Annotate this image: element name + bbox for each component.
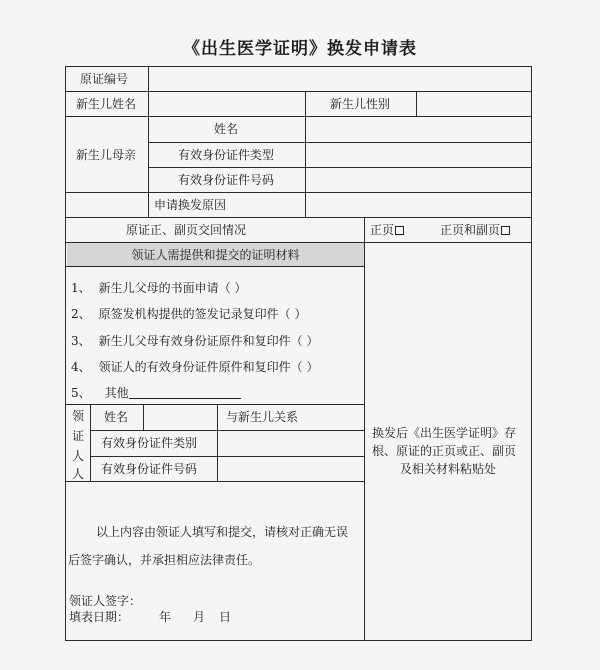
other-blank-field[interactable] [129, 386, 241, 399]
label-mother-id-type: 有效身份证件类型 [178, 148, 275, 162]
mother-id-type-field[interactable] [307, 144, 530, 166]
material-item-num: 5、 [71, 386, 91, 400]
label-reason: 申请换发原因 [154, 198, 227, 212]
checkbox-icon[interactable] [501, 226, 510, 235]
recipient-label-char: 证 [72, 429, 85, 443]
option-front-only[interactable] [370, 222, 404, 238]
baby-name-field[interactable] [150, 93, 304, 115]
material-item-num: 2、 [71, 307, 91, 321]
label-mother-id-no: 有效身份证件号码 [178, 173, 275, 187]
material-item-text: 其他 [104, 386, 129, 400]
label-return-status: 原证正、副页交回情况 [126, 223, 247, 237]
date-day-label: 日 [219, 610, 232, 624]
paste-note-line: 换发后《出生医学证明》存 [372, 426, 517, 440]
material-item-num: 3、 [71, 334, 91, 348]
original-no-field[interactable] [150, 68, 530, 90]
material-item-text: 新生儿父母的书面申请（ ） [98, 281, 247, 295]
label-mother-group: 新生儿母亲 [76, 148, 137, 162]
material-item-num: 1、 [71, 281, 91, 295]
form-line [65, 481, 364, 482]
label-baby-gender: 新生儿性别 [330, 97, 391, 111]
label-recipient-relation: 与新生儿关系 [226, 410, 299, 424]
paste-note-line: 根、原证的正页或正、副页 [372, 444, 517, 458]
form-line [531, 66, 532, 641]
label-signature: 领证人签字： [69, 594, 142, 608]
recipient-label-char: 人 [72, 467, 85, 481]
form-line [65, 217, 532, 218]
material-item [71, 333, 318, 349]
declaration-line: 以上内容由领证人填写和提交，请核对正确无误 [96, 525, 349, 539]
material-item [71, 359, 318, 375]
mother-name-field[interactable] [307, 118, 530, 141]
material-item-text: 原签发机构提供的签发记录复印件（ ） [98, 307, 307, 321]
recipient-relation-field[interactable] [300, 406, 363, 429]
material-item-text: 新生儿父母有效身份证原件和复印件（ ） [98, 334, 319, 348]
declaration-line: 后签字确认，并承担相应法律责任。 [68, 553, 261, 567]
page-title: 《出生医学证明》换发申请表 [183, 39, 417, 59]
form-line [65, 66, 66, 641]
label-mother-name: 姓名 [214, 122, 239, 136]
material-item-num: 4、 [71, 360, 91, 374]
form-line [90, 404, 91, 481]
recipient-id-type-field[interactable] [219, 432, 363, 455]
label-baby-name: 新生儿姓名 [76, 97, 137, 111]
checkbox-icon[interactable] [395, 226, 404, 235]
label-recipient-id-no: 有效身份证件号码 [101, 462, 198, 476]
reason-field[interactable] [307, 194, 530, 216]
material-item-text: 领证人的有效身份证件原件和复印件（ ） [98, 360, 319, 374]
material-item [71, 280, 246, 296]
paste-note-line: 及相关材料粘贴处 [399, 462, 496, 476]
form-line [364, 217, 365, 641]
baby-gender-field[interactable] [418, 93, 530, 115]
label-recipient-id-type: 有效身份证件类别 [101, 436, 198, 450]
mother-id-no-field[interactable] [307, 169, 530, 191]
material-item [71, 306, 306, 322]
recipient-label-char: 人 [72, 449, 85, 463]
signature-field[interactable] [145, 590, 345, 608]
form-line [65, 242, 532, 243]
option-front-and-back[interactable] [440, 222, 510, 238]
option-front-only-label: 正页 [370, 223, 395, 237]
form-line [65, 266, 364, 267]
recipient-id-no-field[interactable] [219, 458, 363, 480]
material-item [71, 385, 241, 401]
label-recipient-name: 姓名 [104, 410, 129, 424]
date-month-label: 月 [193, 610, 206, 624]
materials-header: 领证人需提供和提交的证明材料 [131, 248, 300, 262]
label-date: 填表日期： [69, 610, 130, 624]
form-line [65, 640, 532, 641]
recipient-name-field[interactable] [145, 406, 216, 429]
label-original-no: 原证编号 [80, 72, 129, 86]
option-front-and-back-label: 正页和副页 [440, 223, 501, 237]
recipient-label-char: 领 [72, 409, 85, 423]
date-year-label: 年 [159, 610, 172, 624]
